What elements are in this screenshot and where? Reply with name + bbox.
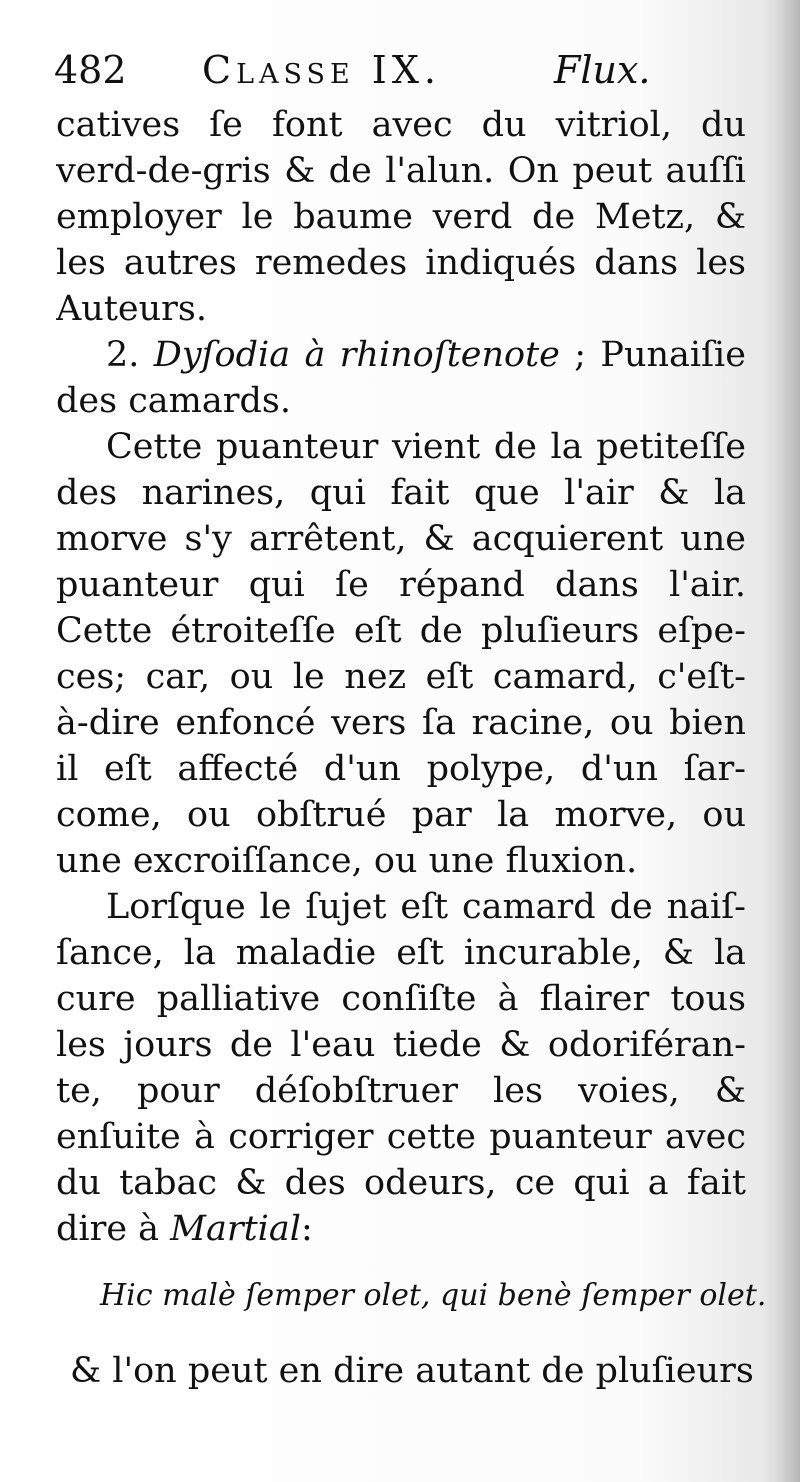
text-line: une excroiſſance, ou une fluxion. [56,841,638,881]
species-heading [56,332,746,378]
text-line: employer le baume verd de Metz, & [56,197,746,237]
species-latin-name: Dyſodia à rhinoſtenote [153,335,560,375]
body-text [56,102,746,1252]
martial-suffix: : [300,1209,313,1249]
martial-line [56,1206,746,1252]
text-line: Lorſque le ſujet eſt camard de naiſ- [106,887,746,927]
text-line: des camards. [56,381,291,421]
species-separator: ; [574,335,587,375]
class-title: Classe IX. [202,48,441,92]
text-line: les jours de l'eau tiede & odoriféran- [56,1025,746,1065]
text-line: Cette puanteur vient de la petiteſſe [106,427,746,467]
running-header [54,42,760,98]
text-line: enſuite à corriger cette puanteur avec [56,1117,746,1157]
text-line: ces; car, ou le nez eſt camard, c'eſt- [56,657,746,697]
text-line: verd-de-gris & de l'alun. On peut auſſi [56,151,746,191]
species-number: 2. [106,335,140,375]
section-title: Flux. [554,48,651,92]
text-line: les autres remedes indiqués dans les [56,243,746,283]
text-line: puanteur qui ſe répand dans l'air. [56,565,746,605]
text-line: catives ſe font avec du vitriol, du [56,105,746,145]
text-line: Auteurs. [56,289,207,329]
text-line: des narines, qui fait que l'air & la [56,473,746,513]
page-number: 482 [54,48,127,92]
text-line: à-dire enfoncé vers ſa racine, ou bien [56,703,746,743]
text-line: il eſt affecté d'un polype, d'un ſar- [56,749,746,789]
species-french-name: Punaiſie [600,335,746,375]
text-line: te, pour déſobſtruer les voies, & [56,1071,746,1111]
text-line: Cette étroiteſſe eſt de pluſieurs eſpe- [56,611,746,651]
text-line: cure palliative conſiſte à flairer tous [56,979,746,1019]
text-line: ſance, la maladie eſt incurable, & la [56,933,746,973]
martial-prefix: dire à [56,1209,171,1249]
final-line: & l'on peut en dire autant de pluſieurs [70,1351,754,1391]
text-line: come, ou obſtrué par la morve, ou [56,795,746,835]
latin-quote: Hic malè ſemper olet, qui benè ſemper olet. [100,1278,767,1313]
text-line: morve s'y arrêtent, & acquierent une [56,519,746,559]
text-line: du tabac & des odeurs, ce qui a fait [56,1163,746,1203]
martial-name: Martial [170,1209,301,1249]
